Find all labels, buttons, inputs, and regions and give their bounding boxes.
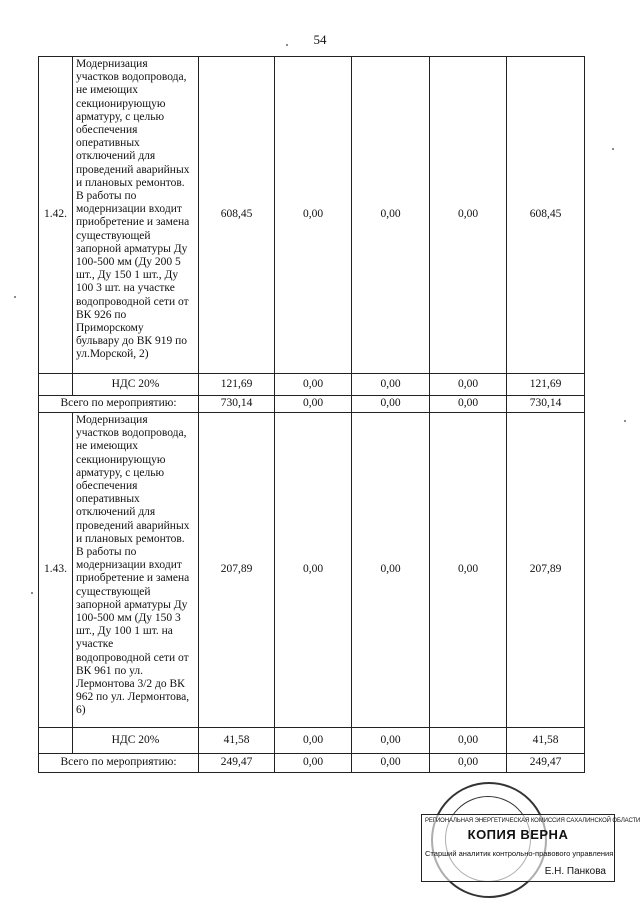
total-value: 249,47 bbox=[507, 754, 585, 773]
row-number: 1.43. bbox=[39, 413, 73, 728]
desc-line: водопроводной сети от bbox=[76, 295, 189, 308]
desc-line: участке bbox=[76, 638, 114, 651]
desc-line: 100-500 мм (Ду 150 3 bbox=[76, 612, 181, 625]
desc-line: обеспечения bbox=[76, 124, 138, 137]
total-value: 0,00 bbox=[352, 396, 430, 413]
desc-line: и плановых ремонтов. bbox=[76, 532, 185, 545]
total-value: 730,14 bbox=[199, 396, 275, 413]
vat-label: НДС 20% bbox=[73, 728, 199, 754]
scan-speck bbox=[624, 420, 626, 422]
vat-value: 121,69 bbox=[507, 374, 585, 396]
certification-stamp bbox=[405, 782, 640, 902]
stamp-title: КОПИЯ ВЕРНА bbox=[467, 827, 569, 842]
table-row-1-43 bbox=[39, 413, 585, 728]
vat-value: 41,58 bbox=[507, 728, 585, 754]
scan-speck bbox=[31, 592, 33, 594]
desc-line: Приморскому bbox=[76, 322, 144, 335]
total-label: Всего по мероприятию: bbox=[39, 754, 199, 773]
desc-line: не имеющих bbox=[76, 440, 139, 453]
desc-line: Модернизация bbox=[76, 58, 148, 70]
desc-line: приобретение и замена bbox=[76, 572, 190, 585]
desc-line: обеспечения bbox=[76, 480, 138, 493]
page-number: 54 bbox=[313, 32, 327, 47]
desc-line: 100-500 мм (Ду 200 5 bbox=[76, 256, 181, 269]
value-cell: 0,00 bbox=[430, 57, 507, 374]
desc-line: 100 3 шт. на участке bbox=[76, 282, 175, 295]
desc-line: 962 по ул. Лермонтова, bbox=[76, 691, 190, 704]
scan-speck bbox=[612, 148, 614, 150]
stamp-name: Е.Н. Панкова bbox=[544, 866, 606, 877]
value-cell: 0,00 bbox=[430, 413, 507, 728]
desc-line: запорной арматуры Ду bbox=[76, 242, 188, 255]
desc-line: приобретение и замена bbox=[76, 216, 190, 229]
desc-line: бульвару до ВК 919 по bbox=[76, 335, 187, 348]
desc-line: секционирующую bbox=[76, 97, 166, 110]
desc-line: отключений для bbox=[76, 150, 156, 163]
vat-value: 0,00 bbox=[430, 374, 507, 396]
table-row-1-42-total bbox=[39, 396, 585, 413]
desc-line: ВК 961 по ул. bbox=[76, 664, 143, 677]
desc-line: проведений аварийных bbox=[76, 519, 190, 532]
stamp-organization: РЕГИОНАЛЬНАЯ ЭНЕРГЕТИЧЕСКАЯ КОМИССИЯ САХАЛИНСКОЙ ОБЛАСТИ bbox=[425, 818, 640, 824]
desc-line: участков водопровода, bbox=[76, 71, 187, 84]
total-value: 0,00 bbox=[430, 396, 507, 413]
value-cell: 0,00 bbox=[275, 57, 352, 374]
total-value: 0,00 bbox=[430, 754, 507, 773]
total-value: 0,00 bbox=[275, 396, 352, 413]
desc-line: арматуру, с целью bbox=[76, 110, 165, 123]
total-value: 0,00 bbox=[275, 754, 352, 773]
scan-speck bbox=[14, 296, 16, 298]
desc-line: Модернизация bbox=[76, 414, 148, 426]
empty-cell bbox=[39, 374, 73, 396]
desc-line: и плановых ремонтов. bbox=[76, 176, 185, 189]
desc-line: оперативных bbox=[76, 137, 140, 150]
desc-line: оперативных bbox=[76, 493, 140, 506]
scan-speck bbox=[286, 44, 288, 46]
desc-line: шт., Ду 100 1 шт. на bbox=[76, 625, 173, 638]
vat-label: НДС 20% bbox=[73, 374, 199, 396]
value-cell: 0,00 bbox=[275, 413, 352, 728]
total-value: 730,14 bbox=[507, 396, 585, 413]
row-description bbox=[73, 57, 199, 374]
value-cell: 0,00 bbox=[352, 413, 430, 728]
desc-line: участков водопровода, bbox=[76, 427, 187, 440]
total-label: Всего по мероприятию: bbox=[39, 396, 199, 413]
desc-line: существующей bbox=[76, 229, 151, 242]
desc-line: существующей bbox=[76, 585, 151, 598]
desc-line: модернизации входит bbox=[76, 559, 182, 572]
row-description bbox=[73, 413, 199, 728]
desc-line: шт., Ду 150 1 шт., Ду bbox=[76, 269, 179, 282]
empty-cell bbox=[39, 728, 73, 754]
desc-line: не имеющих bbox=[76, 84, 139, 97]
vat-value: 0,00 bbox=[275, 728, 352, 754]
desc-line: водопроводной сети от bbox=[76, 651, 189, 664]
desc-line: запорной арматуры Ду bbox=[76, 598, 188, 611]
table-row-1-42 bbox=[39, 57, 585, 374]
desc-line: ул.Морской, 2) bbox=[76, 348, 149, 361]
total-value: 0,00 bbox=[352, 754, 430, 773]
stamp-role: Старший аналитик контрольно-правового управления bbox=[425, 849, 614, 858]
value-cell: 207,89 bbox=[199, 413, 275, 728]
desc-line: В работы по bbox=[76, 190, 137, 203]
table-row-1-42-vat bbox=[39, 374, 585, 396]
table-row-1-43-total bbox=[39, 754, 585, 773]
total-value: 249,47 bbox=[199, 754, 275, 773]
desc-line: арматуру, с целью bbox=[76, 466, 165, 479]
desc-line: 6) bbox=[76, 704, 86, 717]
vat-value: 0,00 bbox=[275, 374, 352, 396]
desc-line: отключений для bbox=[76, 506, 156, 519]
value-cell: 207,89 bbox=[507, 413, 585, 728]
row-number: 1.42. bbox=[39, 57, 73, 374]
desc-line: ВК 926 по bbox=[76, 308, 127, 321]
vat-value: 41,58 bbox=[199, 728, 275, 754]
vat-value: 0,00 bbox=[352, 374, 430, 396]
desc-line: секционирующую bbox=[76, 453, 166, 466]
desc-line: Лермонтова 3/2 до ВК bbox=[76, 678, 185, 691]
value-cell: 0,00 bbox=[352, 57, 430, 374]
budget-table bbox=[38, 56, 585, 773]
vat-value: 121,69 bbox=[199, 374, 275, 396]
copy-verified-stamp bbox=[421, 814, 640, 882]
desc-line: В работы по bbox=[76, 546, 137, 559]
value-cell: 608,45 bbox=[199, 57, 275, 374]
vat-value: 0,00 bbox=[430, 728, 507, 754]
table-row-1-43-vat bbox=[39, 728, 585, 754]
desc-line: проведений аварийных bbox=[76, 163, 190, 176]
value-cell: 608,45 bbox=[507, 57, 585, 374]
vat-value: 0,00 bbox=[352, 728, 430, 754]
desc-line: модернизации входит bbox=[76, 203, 182, 216]
